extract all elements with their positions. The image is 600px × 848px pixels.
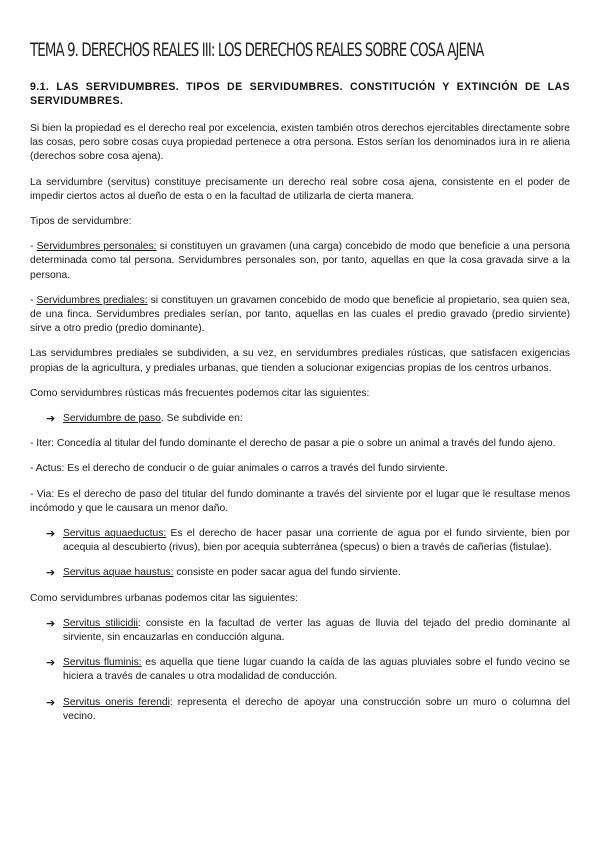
arrow-bullet-icon: ➔ <box>46 413 56 426</box>
paragraph-types-label: Tipos de servidumbre: <box>30 216 132 228</box>
term-servitus-oneris-ferendi: Servitus oneris ferendi <box>63 696 170 708</box>
bullet-servitus-aquaeductus: ➔ Servitus aquaeductus: Es el derecho de hacer pasar una corriente de agua por el fundo sirviente, bien por acequia al descubierto (rivus), bien por acequia subterránea (specus) o bien a través de cañerías (fistulae). <box>46 528 570 554</box>
term-servitus-stilicidii: Servitus stilicidii <box>63 617 138 629</box>
term-servitus-aquae-haustus: Servitus aquae haustus: <box>63 567 174 579</box>
bullet-servitus-fluminis: ➔ Servitus fluminis: es aquella que tiene lugar cuando la caída de las aguas pluviales sobre el fundo vecino se hiciera a través de canales u otra modalidad de conducción. <box>46 657 570 683</box>
arrow-bullet-icon: ➔ <box>46 617 56 630</box>
section-heading: 9.1. LAS SERVIDUMBRES. TIPOS DE SERVIDUMBRES. CONSTITUCIÓN Y EXTINCIÓN DE LAS SERVIDUMBRES. <box>30 81 570 107</box>
arrow-bullet-icon: ➔ <box>46 657 56 670</box>
term-servidumbres-prediales: Servidumbres prediales: <box>36 294 148 306</box>
paragraph-urbanas-intro: Como servidumbres urbanas podemos citar las siguientes: <box>30 592 298 604</box>
arrow-bullet-icon: ➔ <box>46 567 56 580</box>
paragraph-rusticas-intro: Como servidumbres rústicas más frecuentes podemos citar las siguientes: <box>30 387 370 399</box>
bullet-servitus-oneris-ferendi: ➔ Servitus oneris ferendi: representa el derecho de apoyar una construcción sobre un muro o columna del vecino. <box>46 696 570 722</box>
paragraph-intro: Si bien la propiedad es el derecho real por excelencia, existen también otros derechos ejercitables directamente sobre las cosas, pero sobre cosas cuya propiedad pertenece a otra persona. Estos serían los denominados iura in re aliena (derechos sobre cosa ajena). <box>30 123 570 163</box>
arrow-bullet-icon: ➔ <box>46 528 56 541</box>
arrow-bullet-icon: ➔ <box>46 696 56 709</box>
document-title: TEMA 9. DERECHOS REALES III: LOS DERECHOS REALES SOBRE COSA AJENA <box>30 40 484 61</box>
paragraph-actus: - Actus: Es el derecho de conducir o de guiar animales o carros a través del fundo sirviente. <box>30 463 448 475</box>
paragraph-prediales: - Servidumbres prediales: si constituyen un gravamen concebido de modo que beneficie al propietario, sea quien sea, de una finca. Servidumbres prediales serían, por tanto, aquellas en las cuales el predio gravado (predio sirviente) sirve a otro predio (predio dominante). <box>30 294 570 335</box>
paragraph-via: - Via: Es el derecho de paso del titular del fundo dominante a través del sirviente por el lugar que le resultase menos incómodo y que le causara un menor daño. <box>30 488 570 514</box>
paragraph-subdivision: Las servidumbres prediales se subdividen, a su vez, en servidumbres prediales rústicas, que satisfacen exigencias propias de la agricultura, y prediales urbanas, que tienden a solucionar exigencias propias de los centros urbanos. <box>30 348 570 374</box>
paragraph-servitus-definition: La servidumbre (servitus) constituye precisamente un derecho real sobre cosa ajena, consistente en el poder de impedir ciertos actos al dueño de esta o en la facultad de utilizarla de cierta manera. <box>30 176 570 202</box>
bullet-servitus-aquae-haustus: ➔ Servitus aquae haustus: consiste en poder sacar agua del fundo sirviente. <box>46 567 401 580</box>
paragraph-iter: - Iter: Concedía al titular del fundo dominante el derecho de pasar a pie o sobre un animal a través del fundo ajeno. <box>30 438 556 450</box>
paragraph-personales: - Servidumbres personales: si constituyen un gravamen (una carga) concebido de modo que beneficie a una persona determinada como tal persona. Servidumbres personales son, por tanto, aquellas en que la cosa gravada sirve a la persona. <box>30 241 570 281</box>
bullet-servitus-stilicidii: ➔ Servitus stilicidii: consiste en la facultad de verter las aguas de lluvia del tejado del predio dominante al sirviente, sin encauzarlas en conducción alguna. <box>46 617 571 644</box>
term-servidumbres-personales: Servidumbres personales: <box>36 241 157 253</box>
bullet-servidumbre-de-paso: ➔ Servidumbre de paso. Se subdivide en: <box>46 413 243 426</box>
term-servitus-aquaeductus: Servitus aquaeductus: <box>63 528 167 540</box>
term-servitus-fluminis: Servitus fluminis: <box>63 657 142 669</box>
term-servidumbre-de-paso: Servidumbre de paso <box>63 413 161 425</box>
